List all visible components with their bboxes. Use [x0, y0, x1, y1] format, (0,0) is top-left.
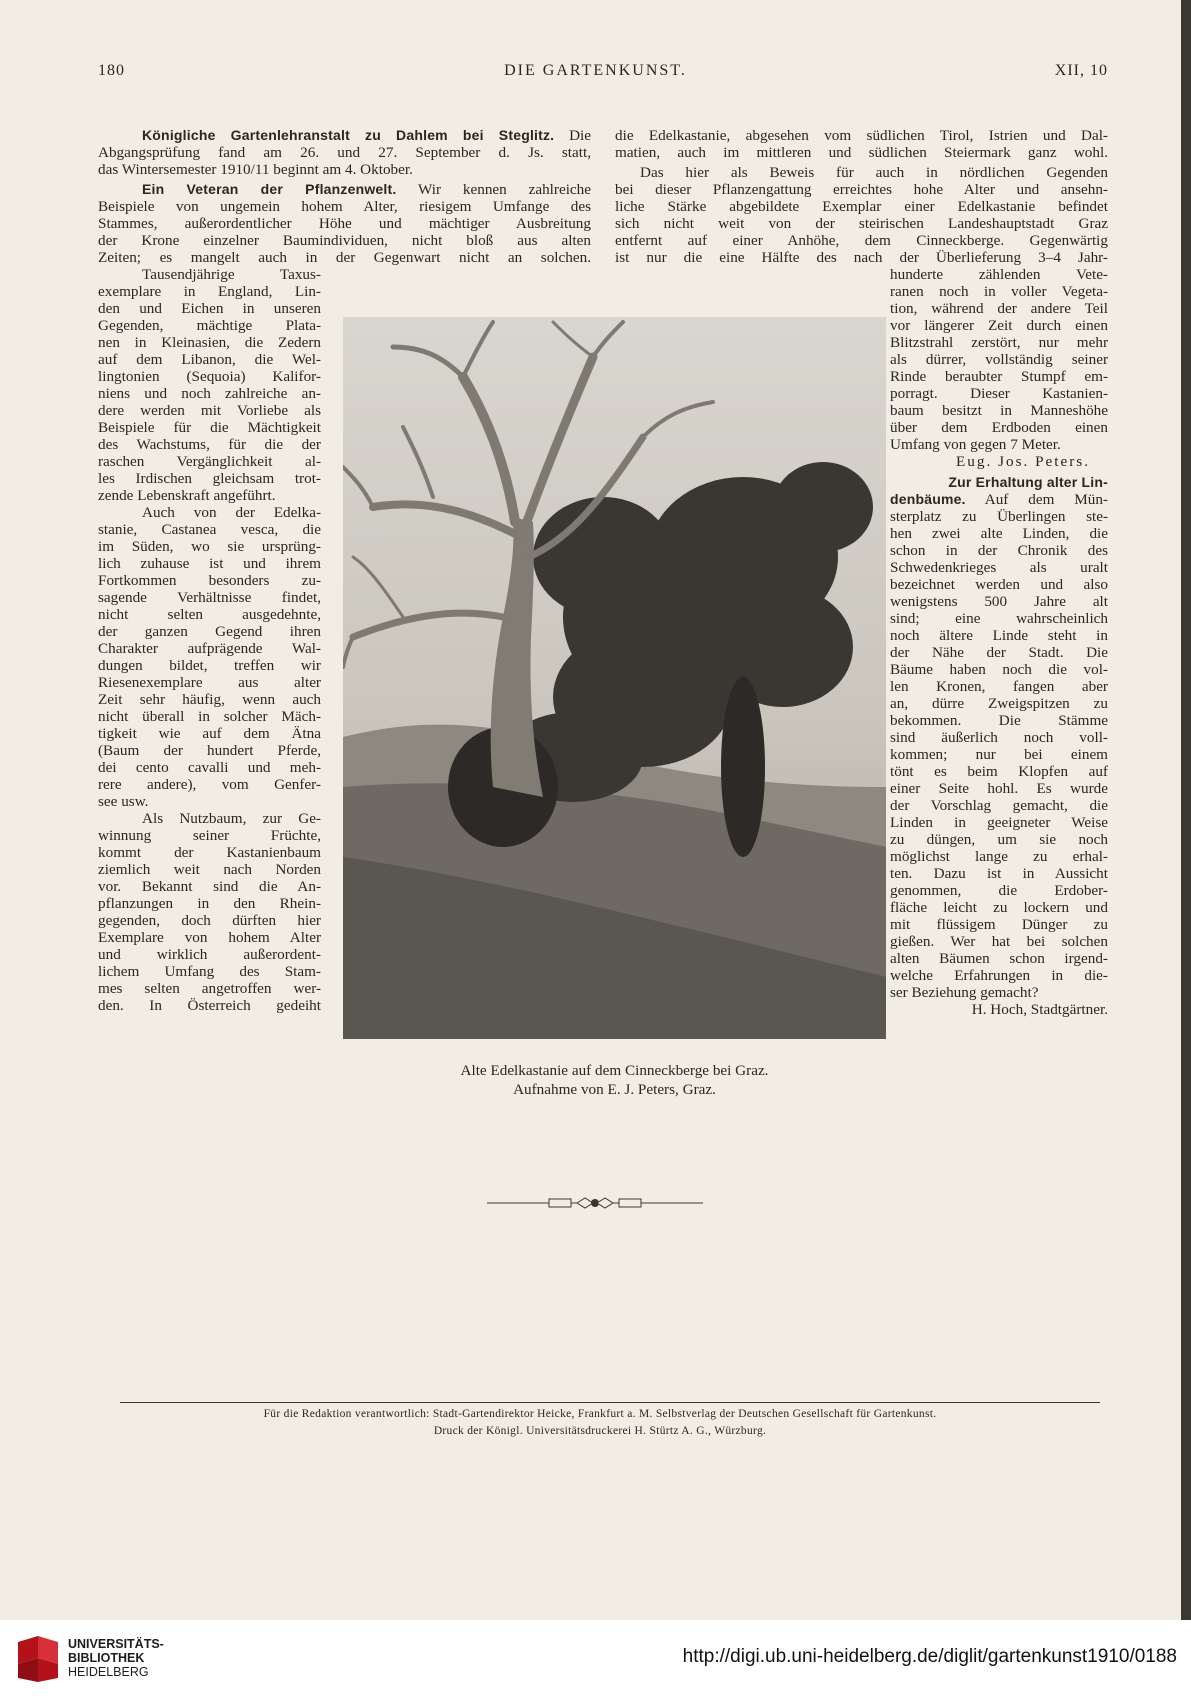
text-line: des Wachstums, für die der [98, 436, 321, 453]
text-line: niens und noch zahlreiche an- [98, 385, 321, 402]
text-line: ist nur die eine Hälfte des nach der Überlieferung 3–4 Jahr- [615, 249, 1108, 266]
text-line: dei cento cavalli und meh- [98, 759, 321, 776]
text-line: porragt. Dieser Kastanien- [890, 385, 1108, 402]
text-line: möglichst lange zu erhal- [890, 848, 1108, 865]
text-line: bekommen. Die Stämme [890, 712, 1108, 729]
text-line: schon in der Chronik des [890, 542, 1108, 559]
paragraph-heading-line [890, 491, 1108, 508]
paragraph-heading-line [142, 127, 591, 144]
text-line: lichem Umfang des Stam- [98, 963, 321, 980]
author-signature: Eug. Jos. Peters. [956, 453, 1090, 470]
text-continuation: Auf dem Mün- [965, 491, 1108, 508]
paragraph-heading-line: Zur Erhaltung alter Lin- [948, 474, 1108, 490]
library-line-2: BIBLIOTHEK [68, 1651, 145, 1665]
source-url[interactable]: http://digi.ub.uni-heidelberg.de/diglit/gartenkunst1910/0188 [682, 1646, 1177, 1667]
text-line: hunderte zählenden Vete- [890, 266, 1108, 283]
text-line: ranen noch in voller Vegeta- [890, 283, 1108, 300]
caption-line-1: Alte Edelkastanie auf dem Cinneckberge bei Graz. [460, 1062, 769, 1079]
text-line: Fortkommen besonders zu- [98, 572, 321, 589]
text-line: Umfang von gegen 7 Meter. [890, 436, 1061, 453]
text-line: das Wintersemester 1910/11 beginnt am 4. Oktober. [98, 161, 413, 178]
text-line: Bäume haben noch die vol- [890, 661, 1108, 678]
text-line: nicht selten ausgedehnte, [98, 606, 321, 623]
text-line: an, dürre Zweigspitzen zu [890, 695, 1108, 712]
text-line: Rinde beraubter Stumpf em- [890, 368, 1108, 385]
text-line: Auch von der Edelka- [142, 504, 321, 521]
text-line: dere werden mit Vorliebe als [98, 402, 321, 419]
text-line: den und Eichen in unseren [98, 300, 321, 317]
paragraph-heading: denbäume. [890, 491, 966, 507]
text-line: genommen, die Erdober- [890, 882, 1108, 899]
text-line: noch ältere Linde steht in [890, 627, 1108, 644]
text-line: winnung seiner Früchte, [98, 827, 321, 844]
text-line: bei dieser Pflanzengattung erreichtes hohe Alter und ansehn- [615, 181, 1108, 198]
imprint-line-1: Für die Redaktion verantwortlich: Stadt-Gartendirektor Heicke, Frankfurt a. M. Selbstverlag der Deutschen Gesellschaft für Gartenkunst. [263, 1408, 937, 1420]
text-continuation: Die [554, 127, 591, 144]
text-line: stanie, Castanea vesca, die [98, 521, 321, 538]
text-line: sterplatz zu Überlingen ste- [890, 508, 1108, 525]
text-line: (Baum der hundert Pferde, [98, 742, 321, 759]
tree-photograph [343, 317, 886, 1039]
library-line-3: HEIDELBERG [68, 1665, 149, 1679]
text-line: Riesenexemplare aus alter [98, 674, 321, 691]
volume-number: XII, 10 [1054, 62, 1108, 79]
text-line: nicht überall in solcher Mäch- [98, 708, 321, 725]
library-logo-icon [14, 1634, 62, 1686]
text-line: sich nicht weit von der steirischen Landeshauptstadt Graz [615, 215, 1108, 232]
text-line: sagende Verhältnisse findet, [98, 589, 321, 606]
figure-caption [343, 1061, 886, 1099]
text-line: der Vorschlag gemacht, die [890, 797, 1108, 814]
text-line: Tausendjährige Taxus- [142, 266, 321, 283]
text-line: ten. Dazu ist in Aussicht [890, 865, 1108, 882]
text-line: mit flüssigem Dünger zu [890, 916, 1108, 933]
text-line: der ganzen Gegend ihren [98, 623, 321, 640]
text-line: und wirklich außerordent- [98, 946, 321, 963]
text-line: pflanzungen in den Rhein- [98, 895, 321, 912]
text-line: mes selten angetroffen wer- [98, 980, 321, 997]
text-line: dungen bildet, treffen wir [98, 657, 321, 674]
text-line: sind; eine wahrscheinlich [890, 610, 1108, 627]
text-line: Zeiten; es mangelt auch in der Gegenwart nicht an solchen. [98, 249, 591, 266]
text-line: wenigstens 500 Jahre alt [890, 593, 1108, 610]
text-line: les Irdischen gleichsam trot- [98, 470, 321, 487]
text-line: hen zwei alte Linden, die [890, 525, 1108, 542]
text-line: den. In Österreich gedeiht [98, 997, 321, 1014]
text-line: zu düngen, um sie noch [890, 831, 1108, 848]
text-line: baum besitzt in Manneshöhe [890, 402, 1108, 419]
text-line: Linden in geeigneter Weise [890, 814, 1108, 831]
text-line: len Kronen, fangen aber [890, 678, 1108, 695]
paragraph-heading: Königliche Gartenlehranstalt zu Dahlem bei Steglitz. [142, 127, 555, 143]
text-line: kommt der Kastanienbaum [98, 844, 321, 861]
text-line: sind äußerlich noch voll- [890, 729, 1108, 746]
caption-line-2: Aufnahme von E. J. Peters, Graz. [513, 1081, 716, 1098]
text-line: bezeichnet werden und also [890, 576, 1108, 593]
journal-title: DIE GARTENKUNST. [504, 62, 687, 79]
text-line: tion, während der andere Teil [890, 300, 1108, 317]
text-line: lich zuhause ist und ihrem [98, 555, 321, 572]
library-line-1: UNIVERSITÄTS- [68, 1637, 164, 1651]
text-line: fläche leicht zu lockern und [890, 899, 1108, 916]
text-line: entfernt auf einer Anhöhe, dem Cinneckberge. Gegenwärtig [615, 232, 1108, 249]
text-line: als dürrer, vollständig seiner [890, 351, 1108, 368]
text-line: Schwedenkrieges als uralt [890, 559, 1108, 576]
text-line: nen in Kleinasien, die Zedern [98, 334, 321, 351]
text-line: gießen. Wer hat bei solchen [890, 933, 1108, 950]
text-line: Gegenden, mächtige Plata- [98, 317, 321, 334]
text-line: vor längerer Zeit durch einen [890, 317, 1108, 334]
text-line: im Süden, wo sie ursprüng- [98, 538, 321, 555]
text-line: welche Erfahrungen in die- [890, 967, 1108, 984]
text-line: Zeit sehr häufig, wenn auch [98, 691, 321, 708]
text-line: raschen Vergänglichkeit al- [98, 453, 321, 470]
text-line: Als Nutzbaum, zur Ge- [142, 810, 321, 827]
text-line: zende Lebenskraft angeführt. [98, 487, 276, 504]
text-line: exemplare in England, Lin- [98, 283, 321, 300]
paragraph-heading-line [142, 181, 591, 198]
text-line: liche Stärke abgebildete Exemplar einer Edelkastanie befindet [615, 198, 1108, 215]
text-line: auf dem Libanon, die Wel- [98, 351, 321, 368]
imprint-line-2: Druck der Königl. Universitätsdruckerei H. Stürtz A. G., Würzburg. [433, 1425, 767, 1437]
text-line: der Nähe der Stadt. Die [890, 644, 1108, 661]
text-line: matien, auch im mittleren und südlichen Steiermark ganz wohl. [615, 144, 1108, 161]
text-line: einer Seite hohl. Es wurde [890, 780, 1108, 797]
paragraph-heading: Ein Veteran der Pflanzenwelt. [142, 181, 397, 197]
text-line: Abgangsprüfung fand am 26. und 27. September d. Js. statt, [98, 144, 591, 161]
text-line: gegenden, doch dürften hier [98, 912, 321, 929]
text-line: vor. Bekannt sind die An- [98, 878, 321, 895]
imprint-footer [100, 1406, 1100, 1440]
text-line: Blitzstrahl zerstört, nur mehr [890, 334, 1108, 351]
text-line: kommen; nur bei einem [890, 746, 1108, 763]
text-line: tigkeit wie auf dem Ätna [98, 725, 321, 742]
text-line: Beispiele für die Mächtigkeit [98, 419, 321, 436]
text-line: die Edelkastanie, abgesehen vom südlichen Tirol, Istrien und Dal- [615, 127, 1108, 144]
text-line: ser Beziehung gemacht? [890, 984, 1039, 1001]
text-line: der Krone einzelner Baumindividuen, nicht bloß aus alten [98, 232, 591, 249]
text-line: Beispiele von ungemein hohem Alter, riesigem Umfange des [98, 198, 591, 215]
text-line: ziemlich weit nach Norden [98, 861, 321, 878]
text-line: tönt es beim Klopfen auf [890, 763, 1108, 780]
text-line: lingtonien (Sequoia) Kalifor- [98, 368, 321, 385]
page-number: 180 [98, 62, 125, 79]
text-line: Stammes, außerordentlicher Höhe und mächtiger Ausbreitung [98, 215, 591, 232]
text-line: über dem Erdboden einen [890, 419, 1108, 436]
footer-rule [120, 1402, 1100, 1403]
library-name [68, 1637, 164, 1679]
text-continuation: Wir kennen zahlreiche [396, 181, 591, 198]
ornament-divider [487, 1196, 703, 1210]
text-line: Das hier als Beweis für auch in nördlichen Gegenden [640, 164, 1108, 181]
text-line: see usw. [98, 793, 149, 810]
text-line: alten Bäumen schon irgend- [890, 950, 1108, 967]
author-signature: H. Hoch, Stadtgärtner. [971, 1001, 1108, 1018]
text-line: rere andere), vom Genfer- [98, 776, 321, 793]
chestnut-tree-image [343, 317, 886, 1039]
text-line: Charakter aufprägende Wal- [98, 640, 321, 657]
page-edge [1181, 0, 1191, 1620]
text-line: Exemplare von hohem Alter [98, 929, 321, 946]
